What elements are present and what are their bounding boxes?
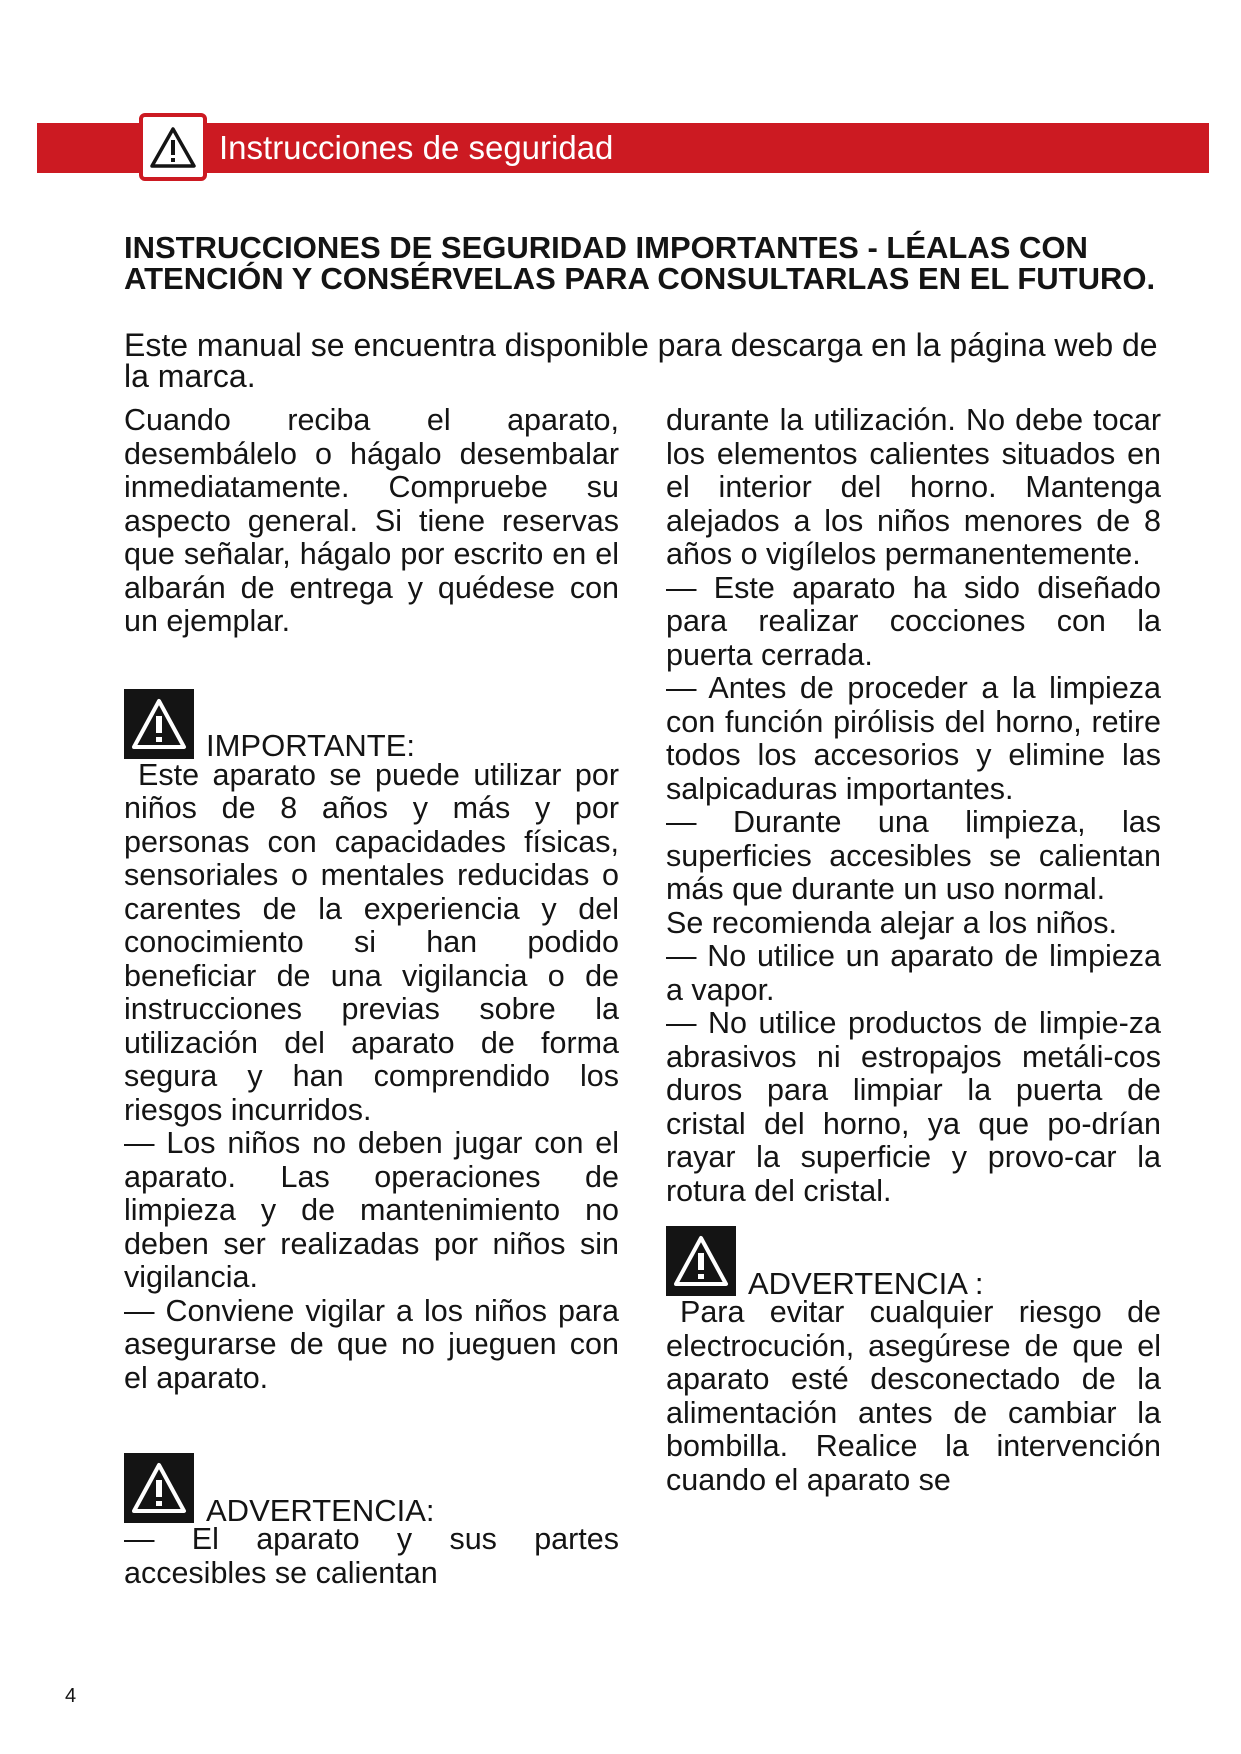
warning-title: ADVERTENCIA: [206, 1492, 435, 1528]
section-header-bar [37, 123, 1209, 173]
important-paragraph: Este aparato se puede utilizar por niños de 8 años y más y por personas con capacidades físicas, sensoriales o mentales reducidas o carentes de la experiencia y del conocimiento si han podido beneficiar de una vigilancia o de instrucciones previas sobre la utilización del aparato de forma segura y han comprendido los riesgos incurridos. [124, 757, 619, 1127]
important-title: IMPORTANTE: [206, 728, 415, 763]
steam-cleaner-paragraph: — No utilice un aparato de limpieza a vapor. [666, 939, 1161, 1007]
warning-icon [124, 689, 194, 759]
intro-paragraph: Este manual se encuentra disponible para descarga en la página web de la marca. [124, 327, 1158, 394]
warning-triangle-icon [139, 113, 207, 181]
warning-icon [124, 1453, 194, 1523]
electrocution-warning-header [666, 1226, 1161, 1301]
left-column [124, 404, 619, 1590]
warning-notice-header [124, 1453, 619, 1528]
warning-icon [666, 1226, 736, 1296]
cleaning-heat-paragraph: — Durante una limpieza, las superficies accesibles se calientan más que durante un uso normal. [666, 805, 1161, 906]
hot-parts-paragraph: — El aparato y sus partes accesibles se calientan [124, 1522, 619, 1590]
door-closed-paragraph: — Este aparato ha sido diseñado para realizar cocciones con la puerta cerrada. [666, 570, 1161, 672]
abrasive-products-paragraph: — No utilice productos de limpie-za abrasivos ni estropajos metáli-cos duros para limpiar la puerta de cristal del horno, ya que po-drían rayar la superficie y provo-car la rotura del cristal. [666, 1006, 1161, 1208]
page-number: 4 [65, 1685, 77, 1707]
hot-elements-paragraph: durante la utilización. No debe tocar los elementos calientes situados en el interior del horno. Mantenga alejados a los niños menores de 8 años o vigílelos permanentemente. [666, 403, 1161, 571]
important-notice-header [124, 689, 619, 763]
section-title: Instrucciones de seguridad [219, 129, 614, 166]
delivery-paragraph: Cuando reciba el aparato, desembálelo o hágalo desembalar inmediatamente. Compruebe su aspecto general. Si tiene reservas que señalar, hágalo por escrito en el albarán de entrega y quédese con un ejemplar. [124, 403, 619, 638]
children-play-paragraph: — Los niños no deben jugar con el aparato. Las operaciones de limpieza y de mantenimiento no deben ser realizadas por niños sin vigilancia. [124, 1126, 619, 1294]
electrocution-paragraph: Para evitar cualquier riesgo de electrocución, asegúrese de que el aparato esté desconectado de la alimentación antes de cambiar la bombilla. Realice la intervención cuando el aparato se [666, 1295, 1161, 1497]
page-heading: INSTRUCCIONES DE SEGURIDAD IMPORTANTES - LÉALAS CON ATENCIÓN Y CONSÉRVELAS PARA CONSULTARLAS EN EL FUTURO. [124, 230, 1156, 296]
warning-title: ADVERTENCIA : [748, 1265, 984, 1301]
right-column [666, 404, 1161, 1497]
keep-children-away-paragraph: Se recomienda alejar a los niños. [666, 905, 1117, 940]
children-supervise-paragraph: — Conviene vigilar a los niños para asegurarse de que no jueguen con el aparato. [124, 1293, 619, 1395]
pyrolysis-paragraph: — Antes de proceder a la limpieza con función pirólisis del horno, retire todos los accesorios y elimine las salpicaduras importantes. [666, 671, 1161, 806]
